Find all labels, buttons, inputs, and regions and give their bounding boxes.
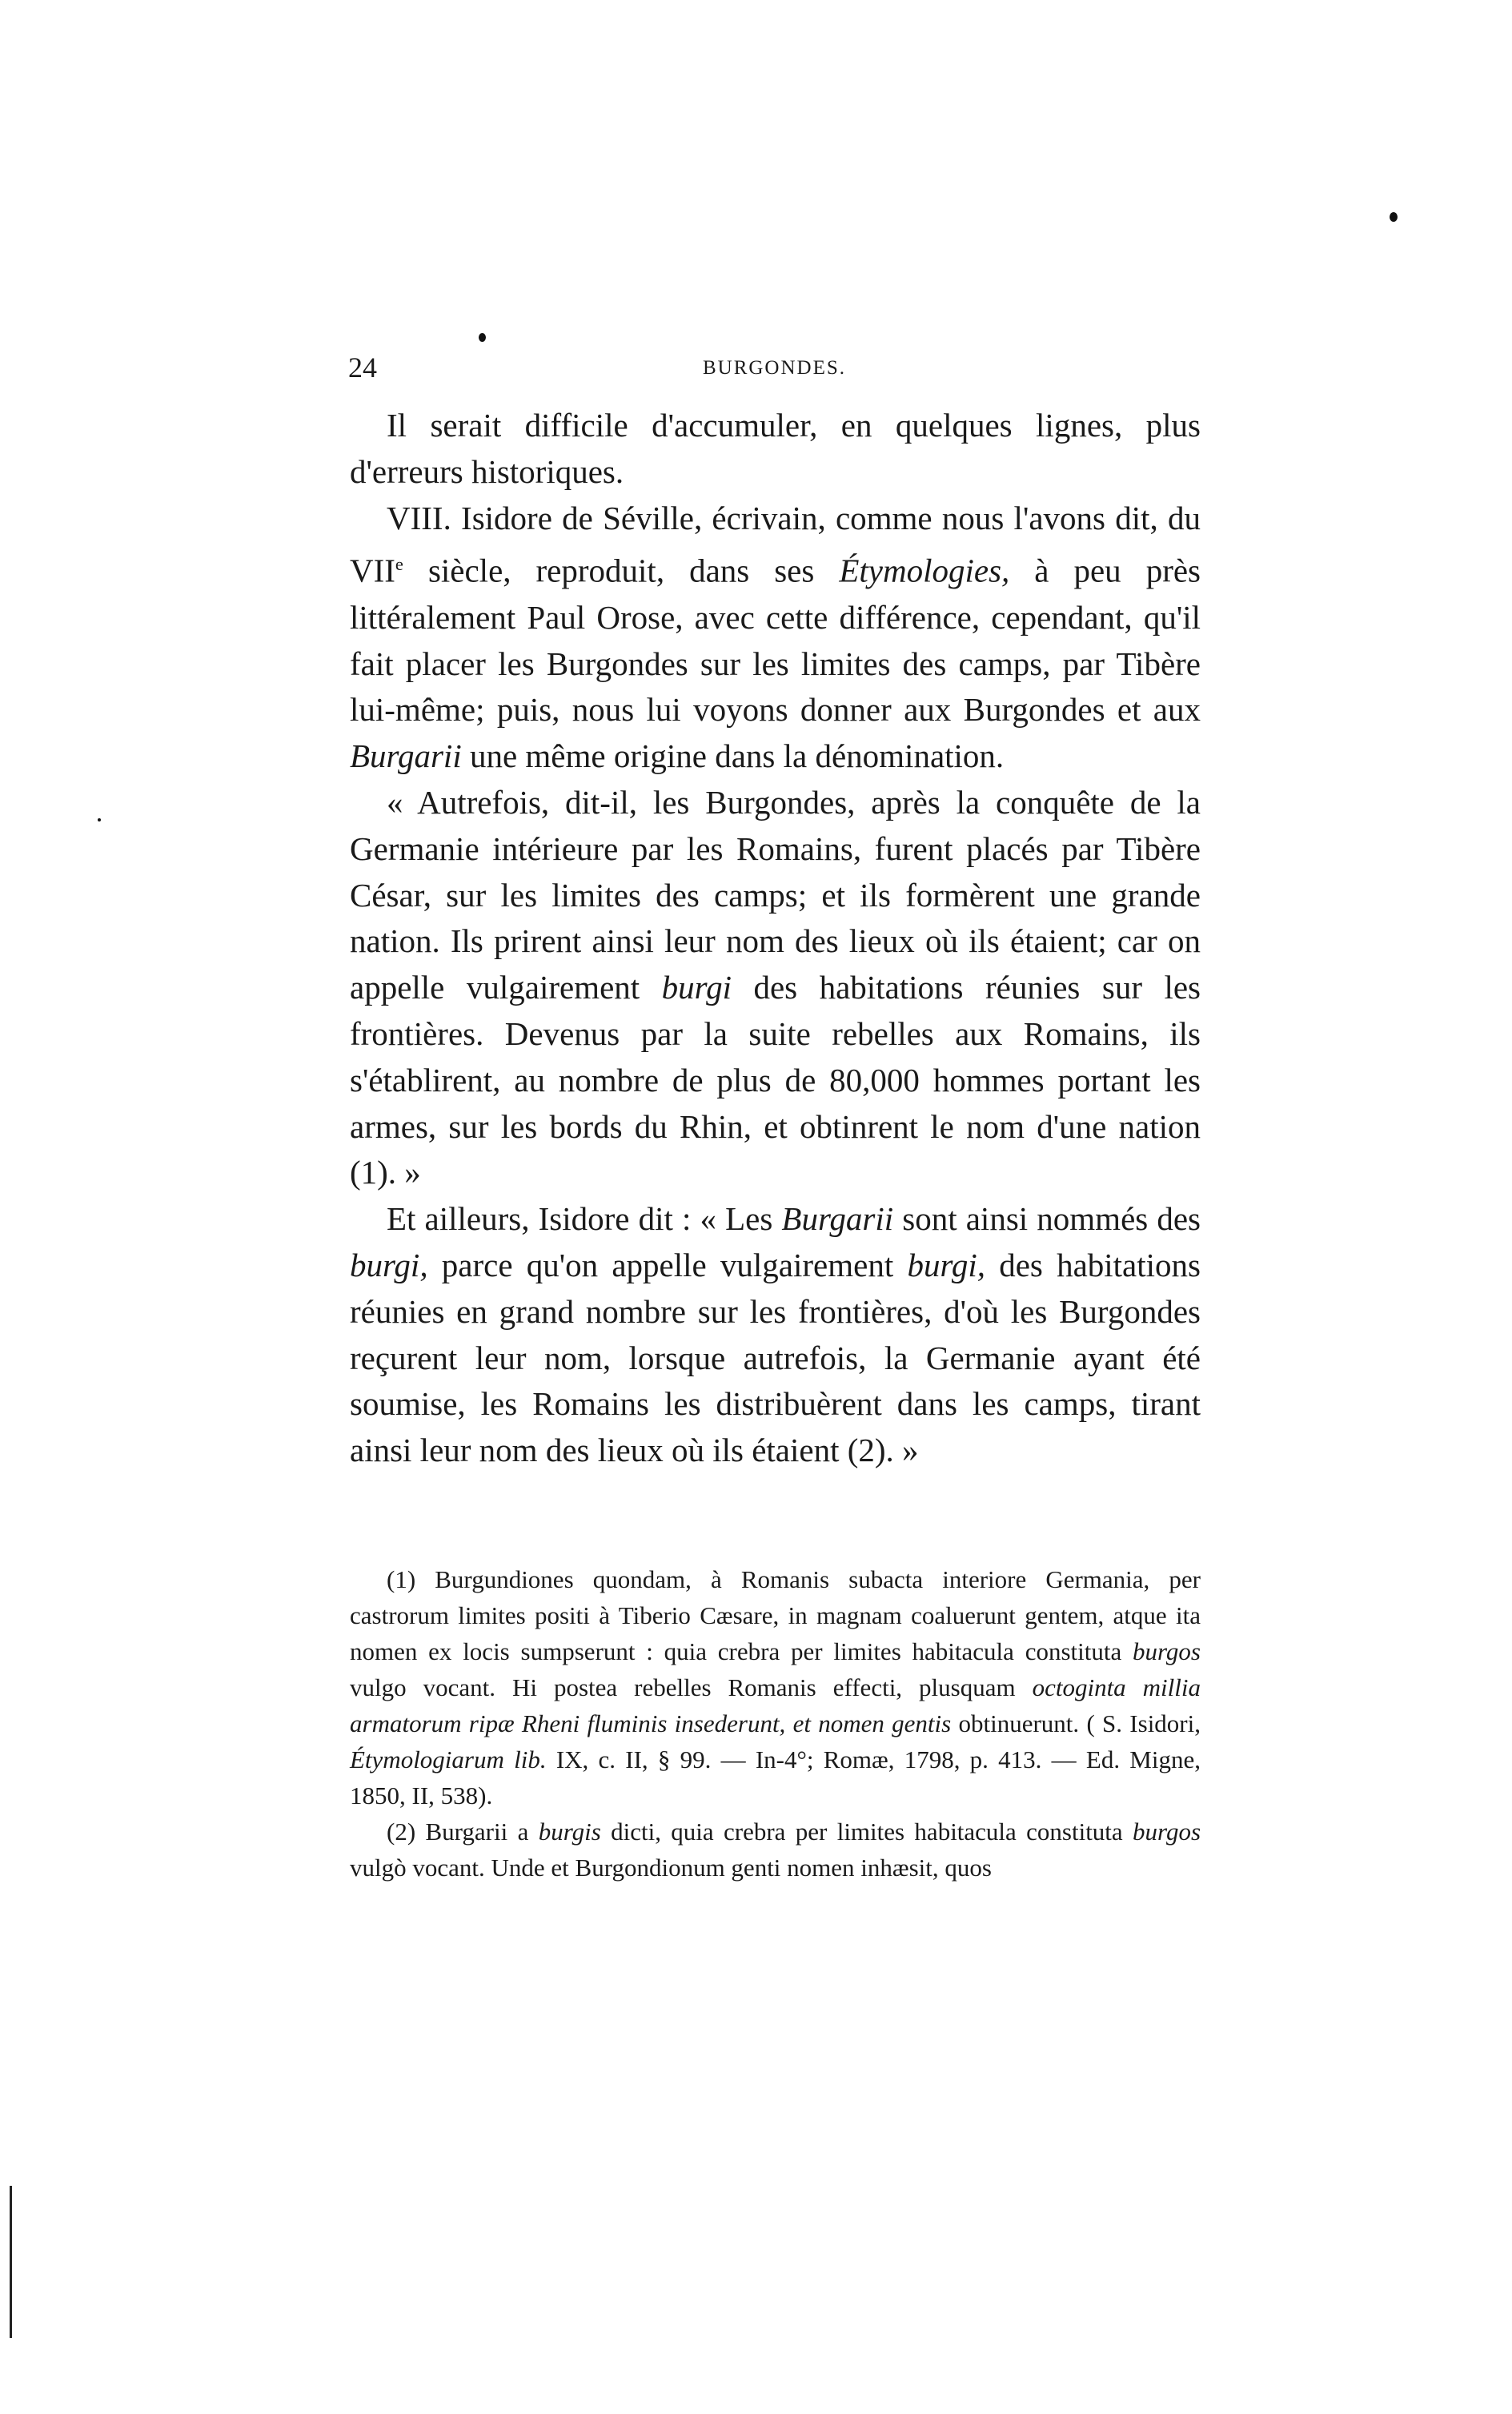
italic-term: octoginta millia armatorum ripæ Rheni fluminis insederunt, et nomen gentis: [350, 1673, 1201, 1737]
italic-term: burgi,: [350, 1247, 428, 1283]
paragraph-text: Et ailleurs, Isidore dit : « Les: [387, 1200, 782, 1238]
ink-speck: [479, 333, 486, 342]
footnote-text: IX, c. II, § 99. — In-4°; Romæ, 1798, p. 413. — Ed. Migne, 1850, II, 538).: [350, 1745, 1201, 1809]
paragraph-text: à peu près littéralement Paul Orose, avec cette différence, cependant, qu'il fait placer les Burgondes sur les limites des camps, par Tibère lui-même; puis, nous lui voyons donner aux Burgondes et aux: [350, 552, 1201, 729]
ink-speck: [1390, 212, 1398, 222]
ink-speck: [98, 818, 101, 821]
main-text: [350, 403, 1201, 1474]
paragraph: [350, 403, 1201, 496]
running-head: BURGONDES.: [702, 357, 847, 379]
paragraph-text: des habitations réunies sur les frontières. Devenus par la suite rebelles aux Romains, ils s'établirent, au nombre de plus de 80,000 hommes portant les armes, sur les bords du Rhin, et obtinrent le nom d'une nation (1). »: [350, 969, 1201, 1191]
paragraph: [350, 1196, 1201, 1474]
footnote-text: (1) Burgundiones quondam, à Romanis subacta interiore Germania, per castrorum limites positi à Tiberio Cæsare, in magnam coaluerunt gentem, atque ita nomen ex locis sumpserunt : quia crebra per limites habitacula constituta: [350, 1565, 1201, 1665]
paragraph-text: Il serait difficile d'accumuler, en quelques lignes, plus d'erreurs historiques.: [350, 407, 1201, 490]
footnote-2: [350, 1814, 1201, 1886]
footnote-text: vulgò vocant. Unde et Burgondionum genti nomen inhæsit, quos: [350, 1854, 992, 1882]
paragraph-text: une même origine dans la dénomination.: [461, 737, 1005, 775]
paragraph: [350, 780, 1201, 1196]
paragraph-text: siècle, reproduit, dans ses: [403, 552, 840, 590]
italic-term: burgos: [1133, 1637, 1201, 1665]
italic-term: Burgarii: [781, 1200, 894, 1238]
footnote-text: (2) Burgarii a: [387, 1818, 539, 1846]
scan-edge-line: [10, 2186, 12, 2338]
italic-title: Étymologiarum lib.: [350, 1745, 547, 1773]
italic-term: burgos: [1133, 1818, 1201, 1846]
italic-title: Étymologies,: [839, 552, 1010, 590]
page-number: 24: [348, 351, 377, 384]
italic-term: burgi: [661, 969, 732, 1006]
italic-term: burgi,: [907, 1247, 986, 1283]
footnotes: [350, 1561, 1201, 1886]
italic-term: Burgarii: [350, 737, 462, 775]
page-header: [348, 351, 1201, 399]
footnote-text: vulgo vocant. Hi postea rebelles Romanis effecti, plusquam: [350, 1673, 1033, 1701]
footnote-text: dicti, quia crebra per limites habitacula constituta: [600, 1818, 1133, 1846]
footnote-text: obtinuerunt. ( S. Isidori,: [951, 1709, 1201, 1737]
superscript: e: [395, 554, 403, 575]
footnote-1: [350, 1561, 1201, 1814]
italic-term: burgis: [538, 1818, 601, 1846]
paragraph-text: « Autrefois, dit-il, les Burgondes, après la conquête de la Germanie intérieure par les Romains, furent placés par Tibère César, sur les limites des camps; et ils formèrent une grande nation. Ils prirent ainsi leur nom des lieux où ils étaient; car on appelle vulgairement: [350, 784, 1201, 1006]
paragraph: [350, 496, 1201, 780]
paragraph-text: sont ainsi nommés des: [893, 1200, 1201, 1238]
paragraph-text: parce qu'on appelle vulgairement: [427, 1247, 908, 1283]
paragraph-text: VIII. Isidore de Séville, écrivain, comme nous l'avons dit, du VII: [350, 499, 1201, 590]
paragraph-text: des habitations réunies en grand nombre sur les frontières, d'où les Burgondes reçurent leur nom, lorsque autrefois, la Germanie ayant été soumise, les Romains les distribuèrent dans les camps, tirant ainsi leur nom des lieux où ils étaient (2). »: [350, 1247, 1201, 1469]
